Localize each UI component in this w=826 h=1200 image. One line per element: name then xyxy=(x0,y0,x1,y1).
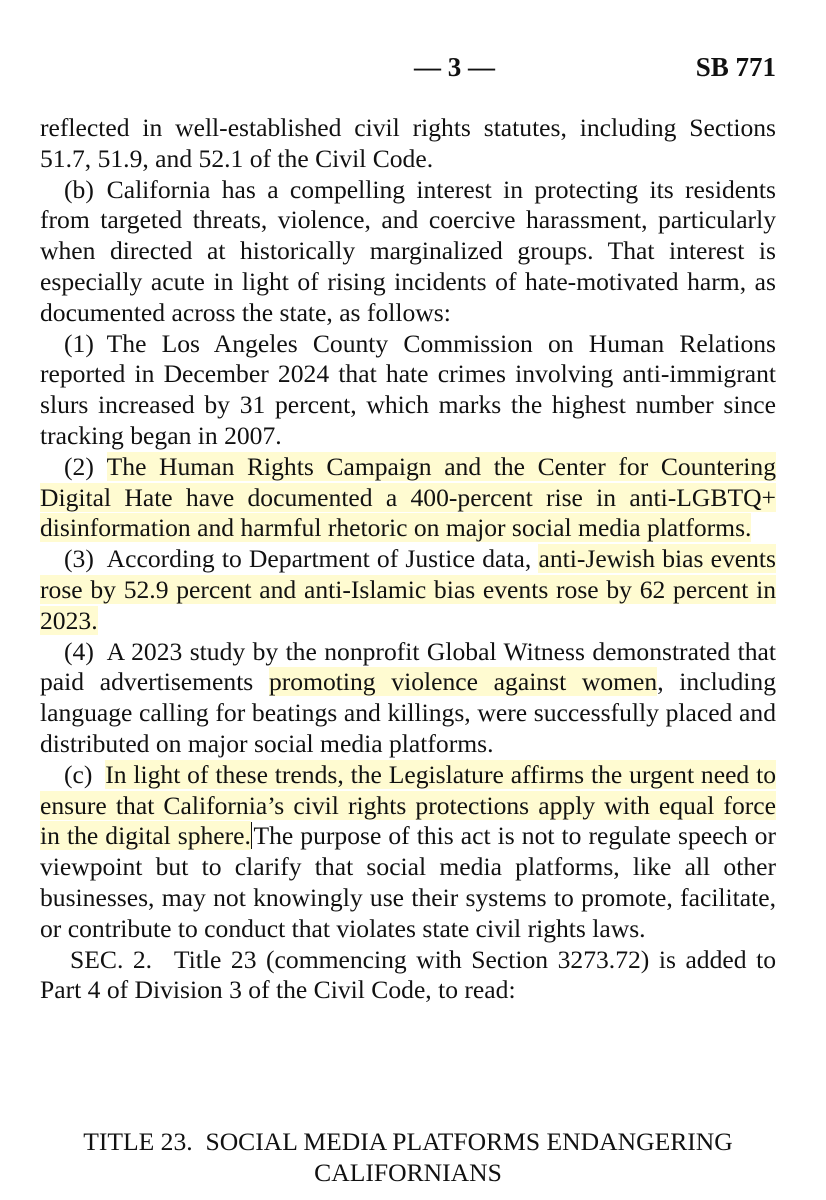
paragraph-1: (1) The Los Angeles County Commission on Human Relations reported in December 2024 that hate crimes involving anti-immigrant slurs increased by 31 percent, which marks the highest number since tracking began in 2007. xyxy=(40,328,776,450)
section-2: SEC. 2. Title 23 (commencing with Section 3273.72) is added to Part 4 of Division 3 of the Civil Code, to read: xyxy=(40,944,776,1005)
paragraph-3-lead: (3) According to Department of Justice data, xyxy=(64,544,539,574)
paragraph-c-label: (c) xyxy=(64,759,106,789)
page-header xyxy=(40,52,776,92)
highlight-violence-against-women: promoting violence against women xyxy=(268,667,658,697)
title-line-2: CALIFORNIANS xyxy=(314,1158,502,1187)
bill-body xyxy=(40,113,776,1006)
paragraph-c-rest: The purpose of this act is not to regulate speech or viewpoint but to clarify that social media platforms, like all other businesses, may not knowingly use their systems to promote, facilitate, or contribute to conduct that violates state civil rights laws. xyxy=(40,821,776,943)
paragraph-3 xyxy=(40,544,776,636)
highlight-lgbtq-rise: The Human Rights Campaign and the Center for Countering Digital Hate have documented a 400-percent rise in anti-LGBTQ+ disinformation and harmful rhetoric on major social media platforms. xyxy=(40,451,776,543)
paragraph-4-rest: , including language calling for beatings and killings, were successfully placed and distributed on major social media platforms. xyxy=(40,667,776,758)
highlight-digital-sphere: In light of these trends, the Legislature affirms the urgent need to ensure that California’s civil rights protections apply with equal force in the digital sphere. xyxy=(40,759,776,851)
page-number: — 3 — xyxy=(414,52,495,82)
highlight-bias-events: anti-Jewish bias events rose by 52.9 percent and anti-Islamic bias events rose by 62 percent in 2023. xyxy=(40,544,776,635)
bill-number: SB 771 xyxy=(695,52,776,82)
paragraph-4 xyxy=(40,637,776,760)
title-line-1: TITLE 23. SOCIAL MEDIA PLATFORMS ENDANGERING xyxy=(83,1127,733,1156)
paragraph-continuation: reflected in well-established civil rights statutes, including Sections 51.7, 51.9, and 52.1 of the Civil Code. xyxy=(40,113,776,173)
paragraph-4-lead: (4) A 2023 study by the nonprofit Global Witness demonstrated that paid advertisements xyxy=(40,636,776,697)
paragraph-2-label: (2) xyxy=(64,451,107,481)
paragraph-b: (b) California has a compelling interest in protecting its residents from targeted threats, violence, and coercive harassment, particularly when directed at historically marginalized groups. That interest is especially acute in light of rising incidents of hate-motivated harm, as documented across the state, as follows: xyxy=(40,174,776,327)
title-heading xyxy=(40,1126,776,1188)
paragraph-c xyxy=(40,760,776,945)
paragraph-2 xyxy=(40,452,776,544)
